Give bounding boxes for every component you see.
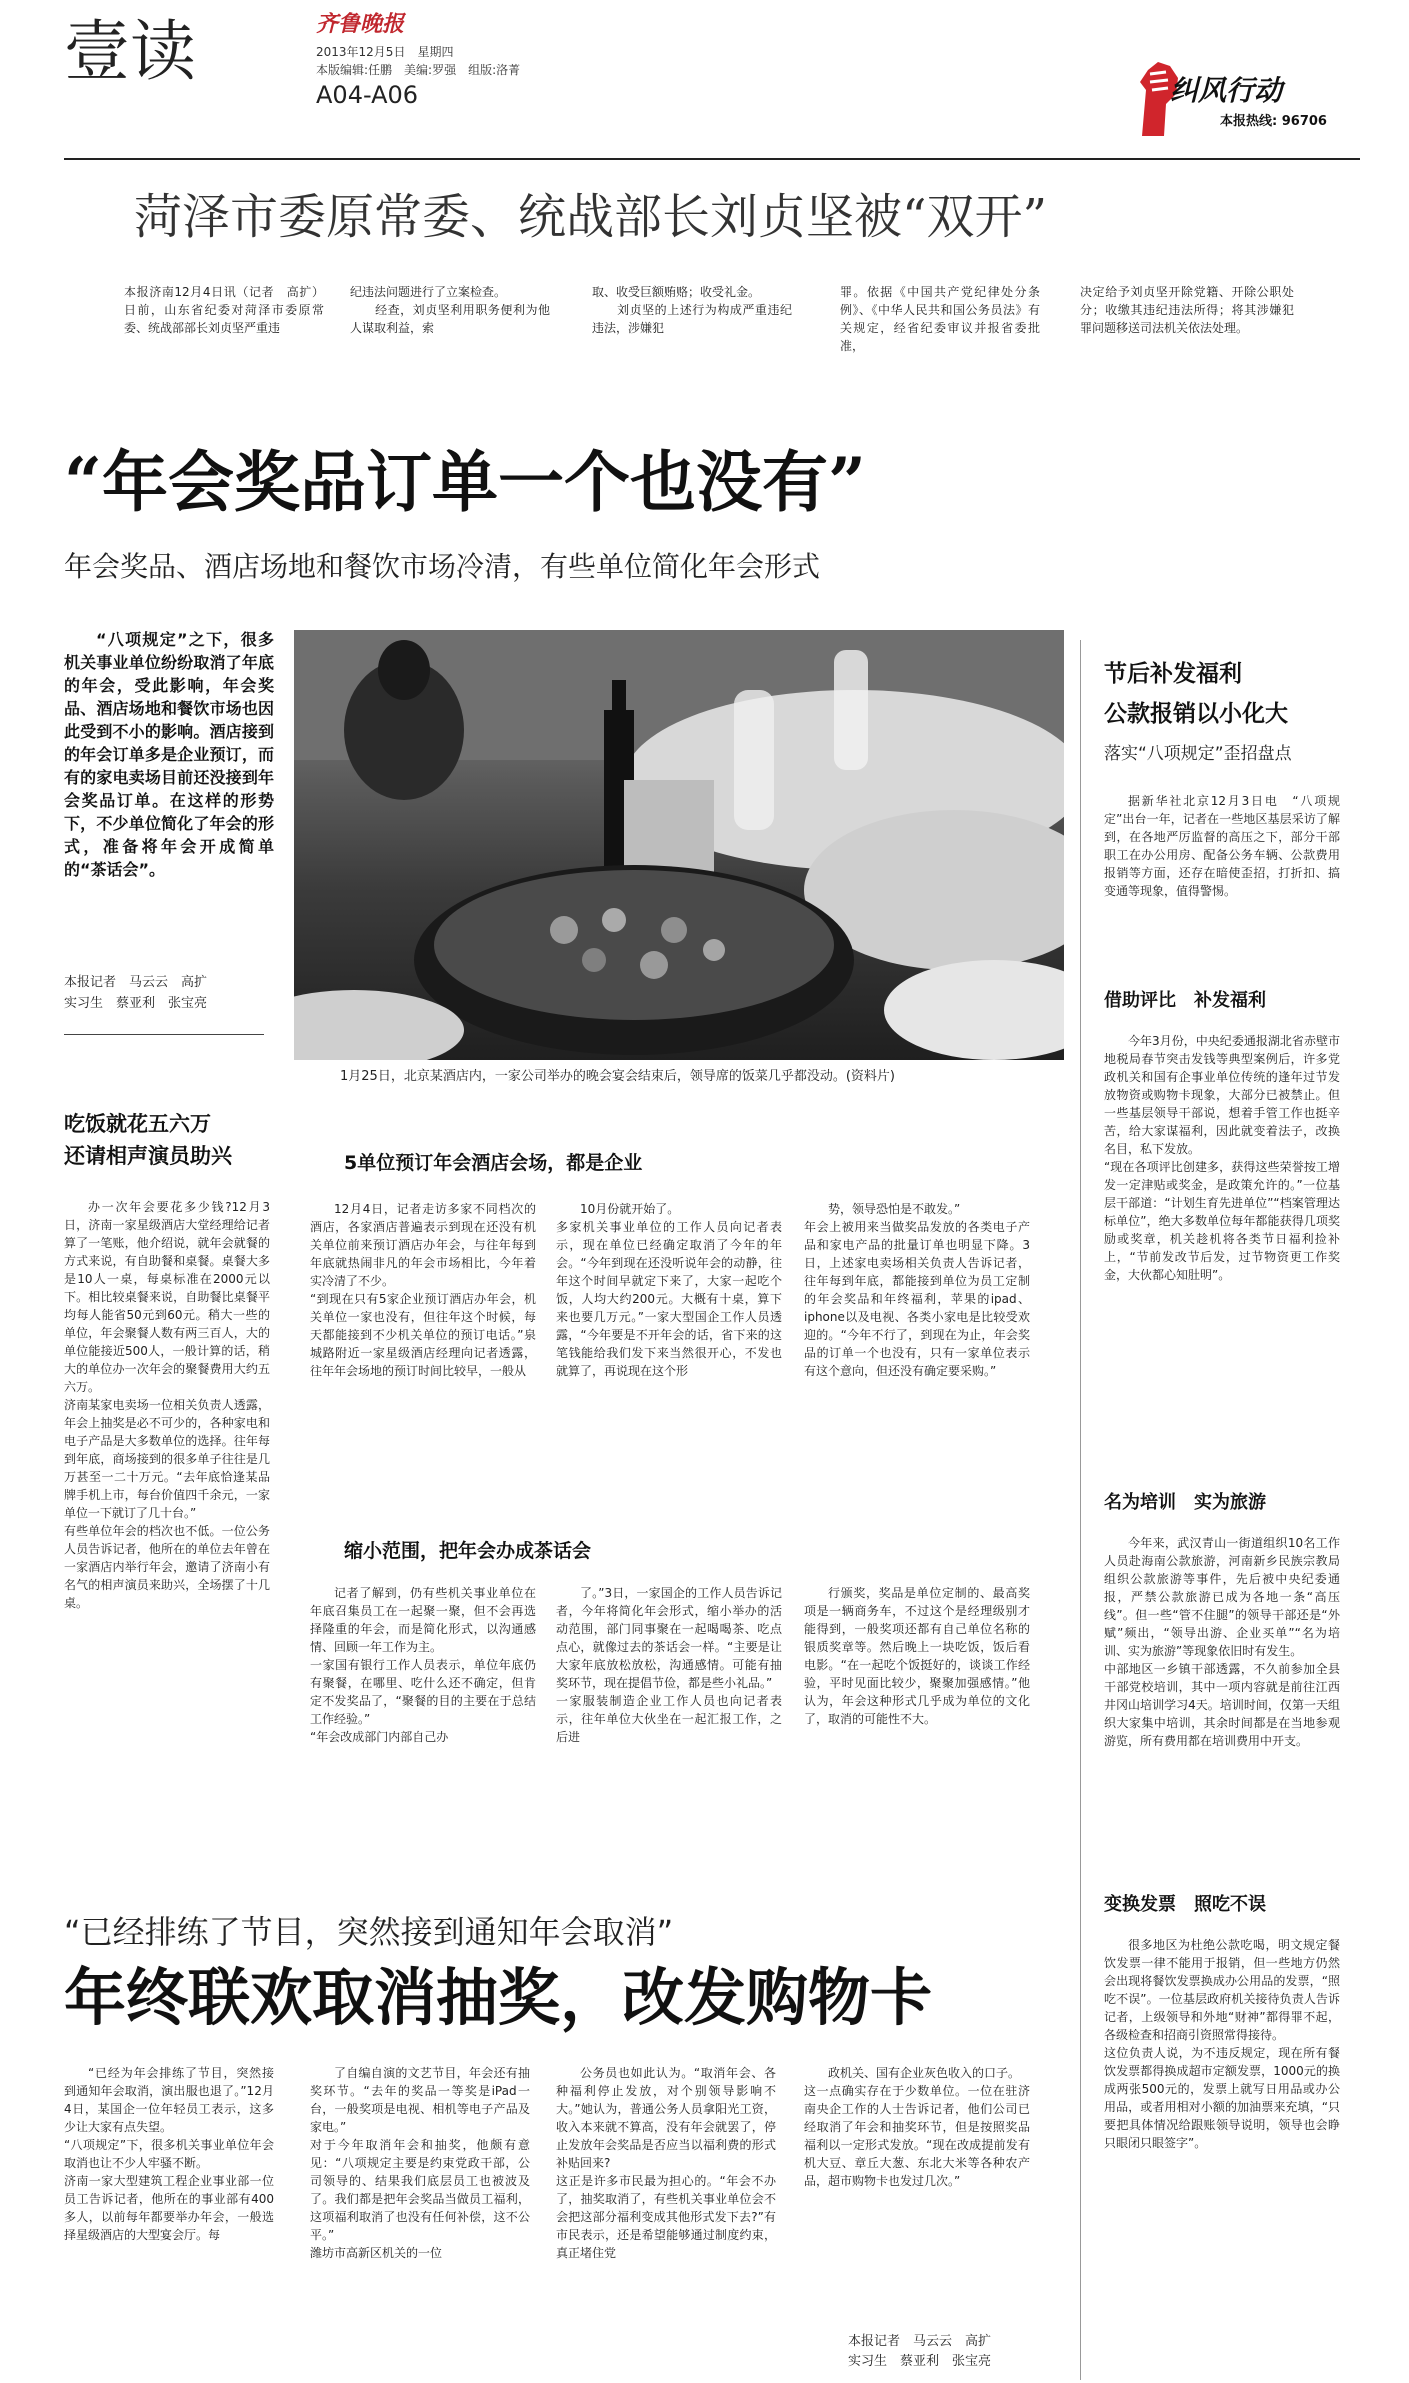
article3-headline: 年终联欢取消抽奖，改发购物卡: [64, 1961, 933, 2034]
sidebar-section-1-text: 今年3月份，中央纪委通报湖北省赤壁市地税局春节突击发钱等典型案例后，许多党政机关和国有企事业单位传统的逢年过节发放物资或购物卡现象，大部分已被禁止。但一些基层领导干部说，想着手管工作也挺辛苦，给大家谋福利，因此就变着法子，改换名目，私下发放。 “现在各项评比创建多，获得这些荣誉按工增发一定津贴或奖金，是政策允许的。”一位基层干部道：“计划生育先进单位”“档案管理达标单位”，绝大多数单位每年都能获得几项奖励或奖章，机关趁机将各类节日福利捡补上，“节前发改节后发，过节物资更工作奖金，大伙都心知肚明”。: [1104, 1034, 1340, 1282]
sidebar-subtitle: 落实“八项规定”歪招盘点: [1104, 744, 1292, 764]
section-title: 壹读: [64, 13, 196, 90]
article2-headline: “年会奖品订单一个也没有”: [64, 443, 866, 521]
photo-caption: 1月25日，北京某酒店内，一家公司举办的晚会宴会结束后，领导席的饭菜几乎都没动。(资料片): [340, 1069, 895, 1084]
article1-col-3: 取、收受巨额贿赂；收受礼金。 刘贞坚的上述行为构成严重违纪违法，涉嫌犯: [592, 285, 792, 335]
article3-col-3: 公务员也如此认为。“取消年会、各种福利停止发放，对个别领导影响不大。”她认为，普通公务人员拿阳光工资，收入本来就不算高，没有年会就罢了，停止发放年会奖品是否应当以福利费的形式补贴回来? 这正是许多市民最为担心的。“年会不办了，抽奖取消了，有些机关事业单位会不会把这部分福利变成其他形式发下去?”有市民表示，还是希望能够通过制度约束，真正堵住党: [556, 2066, 776, 2260]
hotline: 本报热线: 96706: [1220, 114, 1327, 129]
section3-col-1: 记者了解到，仍有些机关事业单位在年底召集员工在一起聚一聚，但不会再选择隆重的年会，而是简化形式，以沟通感情、回顾一年工作为主。 一家国有银行工作人员表示，单位年底仍有聚餐，在哪里、吃什么还不确定，但肯定不发奖品了，“聚餐的目的主要在于总结工作经验。” “年会改成部门内部自己办: [310, 1586, 536, 1744]
sidebar-section-3-text: 很多地区为杜绝公款吃喝，明文规定餐饮发票一律不能用于报销，但一些地方仍然会出现将餐饮发票换成办公用品的发票，“照吃不误”。一位基层政府机关接待负责人告诉记者，上级领导和外地“财神”都得罪不起，各级检查和招商引资照常得接待。 这位负责人说，为不违反规定，现在所有餐饮发票都得换成超市定额发票，1000元的换成两张500元的，发票上就写日用品或办公用品，或者用相对小额的加油票来充填，“只要把具体情况给跟账领导说明，领导也会睁只眼闭只眼签字”。: [1104, 1938, 1340, 2150]
sidebar-section-1-title: 借助评比 补发福利: [1104, 990, 1266, 1011]
banquet-photo: [294, 630, 1064, 1060]
article1-col-5: 决定给予刘贞坚开除党籍、开除公职处分；收缴其违纪违法所得；将其涉嫌犯罪问题移送司法机关依法处理。: [1080, 285, 1294, 335]
byline-rule: [64, 1034, 264, 1035]
section2-col-1: 12月4日，记者走访多家不同档次的酒店，各家酒店普遍表示到现在还没有机关单位前来预订酒店办年会，与往年每到年底就热闹非凡的年会市场相比，今年着实冷清了不少。 “到现在只有5家企业预订酒店办年会，机关单位一家也没有，但往年这个时候，每天都能接到不少机关单位的预订电话。”泉城路附近一家星级酒店经理向记者透露，往年年会场地的预订时间比较早，一般从: [310, 1202, 536, 1378]
article3-kicker: “已经排练了节目，突然接到通知年会取消”: [64, 1913, 674, 1951]
article3-col-4: 政机关、国有企业灰色收入的口子。 这一点确实存在于少数单位。一位在驻济南央企工作的人士告诉记者，他们公司已经取消了年会和抽奖环节，但是按照奖品福利以一定形式发放。“现在改成提前发有机大豆、章丘大葱、东北大米等各种农产品，超市购物卡也发过几次。”: [804, 2066, 1030, 2188]
article1-col-4: 罪。依据《中国共产党纪律处分条例》、《中华人民共和国公务员法》有关规定，经省纪委审议并报省委批准，: [840, 285, 1040, 353]
section3-title: 缩小范围，把年会办成茶话会: [344, 1540, 592, 1562]
article2-lead: “八项规定”之下，很多机关事业单位纷纷取消了年底的年会，受此影响，年会奖品、酒店场地和餐饮市场也因此受到不小的影响。酒店接到的年会订单多是企业预订，而有的家电卖场目前还没接到年会奖品订单。在这样的形势下，不少单位简化了年会的形式，准备将年会开成简单的“茶话会”。: [64, 630, 274, 879]
article3-col-2: 了自编自演的文艺节目，年会还有抽奖环节。“去年的奖品一等奖是iPad一台，一般奖项是电视、相机等电子产品及家电。” 对于今年取消年会和抽奖，他颇有意见：“八项规定主要是约束党政干部，公司领导的、结果我们底层员工也被波及了。我们都是把年会奖品当做员工福利，这项福利取消了也没有任何补偿，这不公平。” 潍坊市高新区机关的一位: [310, 2066, 530, 2260]
sidebar-section-3-title: 变换发票 照吃不误: [1104, 1894, 1266, 1915]
section2-title: 5单位预订年会酒店会场，都是企业: [344, 1152, 643, 1174]
date-line: 2013年12月5日 星期四: [316, 45, 454, 59]
section1-text: 办一次年会要花多少钱?12月3日，济南一家星级酒店大堂经理给记者算了一笔账，他介绍说，就年会就餐的方式来说，有自助餐和桌餐。桌餐大多是10人一桌，每桌标准在2000元以下。相比较桌餐来说，自助餐比桌餐平均每人能省50元到60元。稍大一些的单位，年会聚餐人数有两三百人，大的单位能接近500人，一般计算的话，稍大的单位办一次年会的聚餐费用大约五六万。 济南某家电卖场一位相关负责人透露，年会上抽奖是必不可少的，各种家电和电子产品是大多数单位的选择。往年每到年底，商场接到的很多单子往往是几万甚至一二十万元。“去年底恰逢某品牌手机上市，每台价值四千余元，一家单位一下就订了几十台。” 有些单位年会的档次也不低。一位公务人员告诉记者，他所在的单位去年曾在一家酒店内举行年会，邀请了济南小有名气的相声演员来助兴，全场摆了十几桌。: [64, 1200, 270, 1610]
article3-col-1: “已经为年会排练了节目，突然接到通知年会取消，演出服也退了。”12月4日，某国企一位年轻员工表示，这多少让大家有点失望。 “八项规定”下，很多机关事业单位年会取消也让不少人牢骚不断。 济南一家大型建筑工程企业事业部一位员工告诉记者，他所在的事业部有400多人，以前每年都要举办年会，一般选择星级酒店的大型宴会厅。每: [64, 2066, 274, 2242]
section2-col-2: 10月份就开始了。 多家机关事业单位的工作人员向记者表示，现在单位已经确定取消了今年的年会。“今年到现在还没听说年会的动静，往年这个时间早就定下来了，大家一起吃个饭，人均大约200元。大概有十桌，算下来也要几万元。”一家大型国企工作人员透露，“今年要是不开年会的话，省下来的这笔钱能给我们发下来当然很开心，不发也就算了，再说现在这个形: [556, 1202, 782, 1378]
sidebar-section-2-title: 名为培训 实为旅游: [1104, 1492, 1266, 1513]
campaign-logo: 纠风行动: [1170, 74, 1283, 107]
section1-title: 吃饭就花五六万 还请相声演员助兴: [64, 1112, 232, 1168]
article2-byline: 本报记者 马云云 高扩 实习生 蔡亚利 张宝亮: [64, 975, 208, 1011]
article2-subheadline: 年会奖品、酒店场地和餐饮市场冷清，有些单位简化年会形式: [64, 550, 821, 583]
article1-headline: 菏泽市委原常委、统战部长刘贞坚被“双开”: [134, 189, 1048, 245]
sidebar-section-2-text: 今年来，武汉青山一街道组织10名工作人员赴海南公款旅游，河南新乡民族宗教局组织公款旅游等事件，先后被中央纪委通报，严禁公款旅游已成为各地一条“高压线”。但一些“管不住腿”的领导干部还是“外赋”频出，“领导出游、企业买单”“名为培训、实为旅游”等现象依旧时有发生。 中部地区一乡镇干部透露，不久前参加全县干部党校培训，其中一项内容就是前往江西井冈山培训学习4天。培训时间，仅第一天组织大家集中培训，其余时间都是在当地参观游览，所有费用都在培训费用中开支。: [1104, 1536, 1340, 1748]
article1-col-1: 本报济南12月4日讯（记者 高扩）日前，山东省纪委对菏泽市委原常委、统战部部长刘贞坚严重违: [124, 285, 324, 335]
article3-byline: 本报记者 马云云 高扩 实习生 蔡亚利 张宝亮: [848, 2334, 992, 2369]
section3-col-2: 了。”3日，一家国企的工作人员告诉记者，今年将简化年会形式，缩小举办的活动范围，部门同事聚在一起喝喝茶、吃点点心，就像过去的茶话会一样。“主要是让大家年底放松放松，沟通感情。可能有抽奖环节，现在提倡节俭，都是些小礼品。” 一家服装制造企业工作人员也向记者表示，往年单位大伙坐在一起汇报工作，之后进: [556, 1586, 782, 1744]
masthead-rule: [64, 158, 1360, 160]
newspaper-logo: 齐鲁晚报: [316, 11, 405, 37]
sidebar-divider: [1080, 640, 1081, 2380]
sidebar-title: 节后补发福利 公款报销以小化大: [1104, 661, 1288, 727]
section3-col-3: 行颁奖，奖品是单位定制的、最高奖项是一辆商务车，不过这个是经理级别才能得到，一般奖项还都有自己单位名称的银质奖章等。然后晚上一块吃饭，饭后看电影。“在一起吃个饭挺好的，谈谈工作经验，平时见面比较少，聚聚加强感情。”他认为，年会这种形式几乎成为单位的文化了，取消的可能性不大。: [804, 1586, 1030, 1726]
page-range: A04-A06: [316, 81, 419, 109]
staff-line: 本版编辑:任鹏 美编:罗强 组版:洛菁: [316, 63, 521, 77]
sidebar-intro: 据新华社北京12月3日电 “八项规定”出台一年，记者在一些地区基层采访了解到，在各地严厉监督的高压之下，部分干部职工在办公用房、配备公务车辆、公款费用报销等方面，还存在暗使歪招，打折扣、搞变通等现象，值得警惕。: [1104, 794, 1340, 898]
section2-col-3: 势，领导恐怕是不敢发。” 年会上被用来当做奖品发放的各类电子产品和家电产品的批量订单也明显下降。3日，上述家电卖场相关负责人告诉记者，往年每到年底，都能接到单位为员工定制的年会奖品和年终福利，苹果的ipad、iphone以及电视、各类小家电是比较受欢迎的。“今年不行了，到现在为止，年会奖品的订单一个也没有，只有一家单位表示有这个意向，但还没有确定要采购。”: [804, 1202, 1030, 1378]
article1-col-2: 纪违法问题进行了立案检查。 经查，刘贞坚利用职务便利为他人谋取利益，索: [350, 285, 550, 335]
